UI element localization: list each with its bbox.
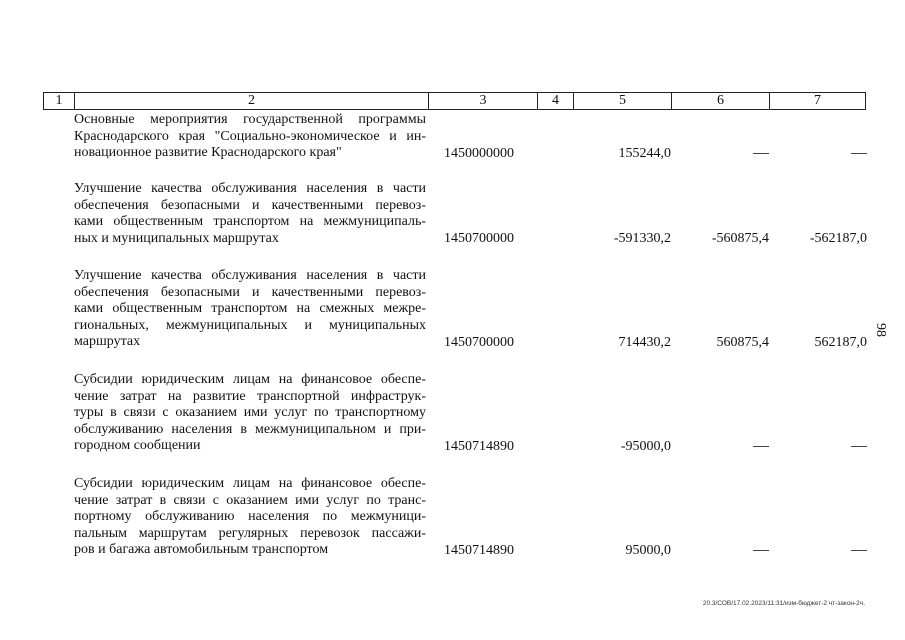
dash-mark bbox=[851, 446, 867, 447]
row-value-6: -560875,4 bbox=[711, 231, 769, 246]
row-description: Улучшение качества обслуживания населения в части обеспечения безопасными и качественными перевоз- ками общественным транспортом на межмуниципаль- ных и муниципальных маршрутах bbox=[74, 181, 426, 246]
row-code: 1450000000 bbox=[444, 146, 514, 161]
row-description: Субсидии юридическим лицам на финансовое обеспе- чение затрат на развитие транспортной инфраструк- туры в связи с оказанием ими услуг по транспортному обслуживанию населения в межмуниципальном и при- городном сообщении bbox=[74, 372, 426, 454]
dash-mark bbox=[753, 446, 769, 447]
dash-mark bbox=[753, 550, 769, 551]
row-value-6 bbox=[753, 439, 769, 456]
page-number: 98 bbox=[873, 323, 888, 337]
dash-mark bbox=[851, 153, 867, 154]
row-description: Основные мероприятия государственной программы Краснодарского края "Социально-экономическое и ин- новационное развитие Краснодарского края" bbox=[74, 112, 426, 161]
row-value-5: 714430,2 bbox=[618, 335, 671, 350]
header-col-5: 5 bbox=[573, 93, 671, 109]
dash-mark bbox=[753, 153, 769, 154]
row-code: 1450714890 bbox=[444, 439, 514, 454]
row-value-7: 562187,0 bbox=[814, 335, 867, 350]
table-header bbox=[43, 92, 866, 110]
row-value-5: 95000,0 bbox=[625, 543, 671, 558]
header-col-1: 1 bbox=[43, 93, 74, 109]
row-value-7 bbox=[851, 543, 867, 560]
row-value-5: -95000,0 bbox=[620, 439, 671, 454]
header-col-7: 7 bbox=[769, 93, 866, 109]
row-value-6 bbox=[753, 146, 769, 163]
row-code: 1450700000 bbox=[444, 231, 514, 246]
header-col-4: 4 bbox=[537, 93, 573, 109]
row-code: 1450700000 bbox=[444, 335, 514, 350]
row-code: 1450714890 bbox=[444, 543, 514, 558]
row-value-7 bbox=[851, 439, 867, 456]
row-value-6: 560875,4 bbox=[716, 335, 769, 350]
row-description: Улучшение качества обслуживания населения в части обеспечения безопасными и качественными перевоз- ками общественным транспортом на смежных межре- гиональных, межмуниципальных и муниципальных маршрутах bbox=[74, 268, 426, 350]
footer-reference: 20.3/СОВ/17.02.2023/11:31/изм-бюджет-2 чт-закон-2ч. bbox=[702, 600, 865, 607]
header-col-6: 6 bbox=[671, 93, 769, 109]
dash-mark bbox=[851, 550, 867, 551]
header-col-2: 2 bbox=[74, 93, 428, 109]
row-value-7 bbox=[851, 146, 867, 163]
header-col-3: 3 bbox=[428, 93, 537, 109]
row-value-7: -562187,0 bbox=[809, 231, 867, 246]
row-value-5: 155244,0 bbox=[618, 146, 671, 161]
row-description: Субсидии юридическим лицам на финансовое обеспе- чение затрат в связи с оказанием ими услуг по транс- портному обслуживанию населения по межмуници- пальным маршрутам регулярных перевозок пассажи- ров и багажа автомобильным транспортом bbox=[74, 476, 426, 558]
row-value-6 bbox=[753, 543, 769, 560]
row-value-5: -591330,2 bbox=[613, 231, 671, 246]
